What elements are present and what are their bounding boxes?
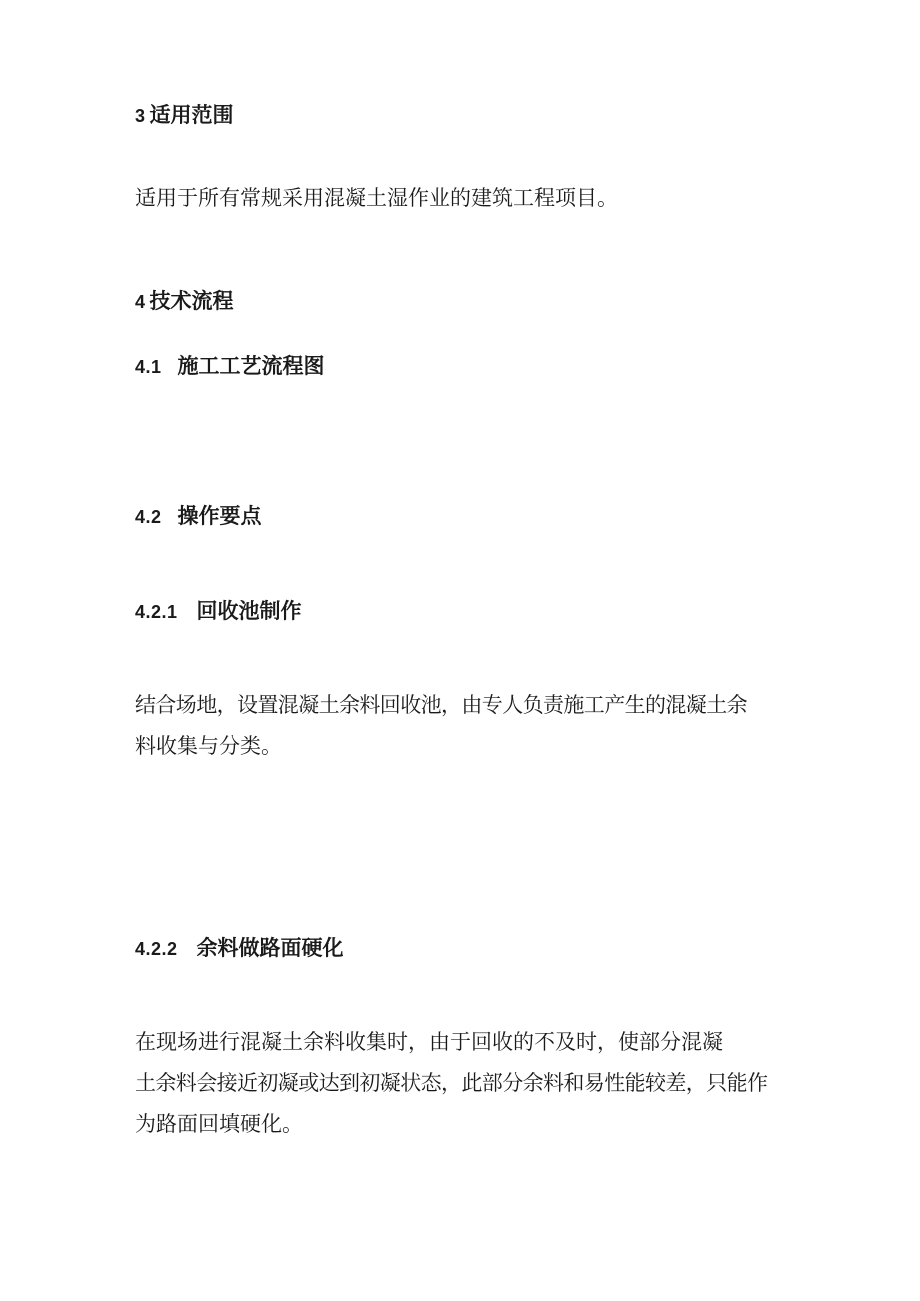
heading-title: 操作要点 xyxy=(177,504,262,528)
recycling-pool-paragraph xyxy=(135,685,795,767)
heading-number: 4.1 xyxy=(135,357,162,377)
heading-number: 4.2 xyxy=(135,507,162,527)
heading-title: 技术流程 xyxy=(149,289,234,313)
heading-number: 3 xyxy=(135,106,146,126)
road-hardening-paragraph xyxy=(135,1022,795,1145)
paragraph-line: 在现场进行混凝土余料收集时，由于回收的不及时，使部分混凝 xyxy=(135,1030,723,1054)
paragraph-line: 料收集与分类。 xyxy=(135,734,282,758)
heading-4-technical-process xyxy=(135,289,234,314)
heading-3-scope xyxy=(135,103,234,128)
heading-number: 4.2.2 xyxy=(135,939,178,959)
paragraph-line: 为路面回填硬化。 xyxy=(135,1112,303,1136)
heading-4-2-key-points xyxy=(135,504,262,529)
heading-4-2-1-recycling-pool xyxy=(135,599,302,624)
heading-title: 施工工艺流程图 xyxy=(177,354,325,378)
heading-4-1-flowchart xyxy=(135,354,325,379)
paragraph-line: 结合场地，设置混凝土余料回收池，由专人负责施工产生的混凝土余 xyxy=(135,693,747,717)
heading-title: 回收池制作 xyxy=(196,599,302,623)
scope-paragraph: 适用于所有常规采用混凝土湿作业的建筑工程项目。 xyxy=(135,186,618,210)
heading-title: 适用范围 xyxy=(149,103,234,127)
heading-number: 4.2.1 xyxy=(135,602,178,622)
heading-4-2-2-road-hardening xyxy=(135,936,344,961)
paragraph-line: 土余料会接近初凝或达到初凝状态，此部分余料和易性能较差，只能作 xyxy=(135,1071,768,1095)
heading-number: 4 xyxy=(135,292,146,312)
heading-title: 余料做路面硬化 xyxy=(196,936,344,960)
